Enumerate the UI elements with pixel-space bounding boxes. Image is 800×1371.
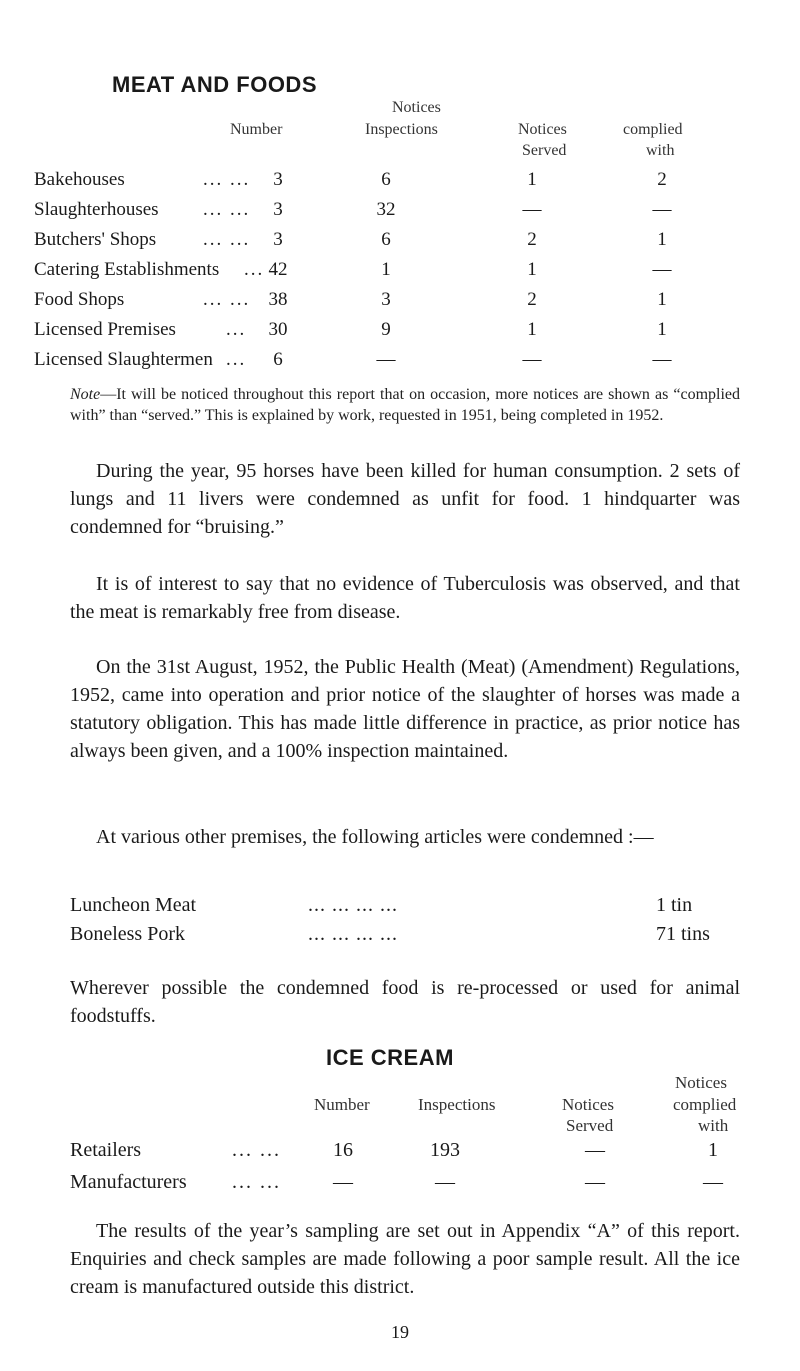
meat-col-complied-line2: complied — [623, 121, 683, 138]
cell-number: 3 — [273, 229, 283, 250]
cell-inspections: 3 — [381, 289, 391, 310]
article-quantity: 1 tin — [656, 894, 693, 916]
meat-col-complied-line3: with — [646, 142, 675, 159]
cell-complied: 2 — [657, 169, 667, 190]
cell-inspections: 6 — [381, 169, 391, 190]
article-quantity: 71 tins — [656, 923, 710, 945]
meat-and-foods-heading: MEAT AND FOODS — [112, 72, 317, 97]
note-label: Note — [70, 386, 101, 403]
cell-inspections: 6 — [381, 229, 391, 250]
meat-col-served-line2: Served — [522, 142, 567, 159]
row-label: Retailers — [70, 1139, 142, 1161]
cell-inspections: — — [435, 1171, 455, 1193]
meat-row — [0, 256, 800, 284]
condemned-article — [70, 920, 740, 948]
results-paragraph: The results of the year’s sampling are set out in Appendix “A” of this report. Enquiries and check samples are made following a poor sample result. All the ice cream is manufactured outside this district. — [70, 1220, 740, 1298]
premises-paragraph: At various other premises, the following articles were condemned :— — [96, 826, 654, 848]
cell-served: 1 — [527, 259, 537, 280]
cell-complied: — — [703, 1171, 723, 1193]
article-name: Luncheon Meat — [70, 894, 197, 916]
row-label: Slaughterhouses — [34, 199, 159, 220]
cell-number: 42 — [268, 259, 288, 280]
meat-row — [0, 226, 800, 254]
row-label: Butchers' Shops — [34, 229, 157, 250]
leader-dots: ... ... ... ... — [308, 894, 398, 916]
article-name: Boneless Pork — [70, 923, 185, 945]
row-label: Licensed Premises — [34, 319, 176, 340]
cell-inspections: 193 — [430, 1139, 460, 1161]
cell-number: 38 — [268, 289, 288, 310]
ice-col-complied-line1: Notices — [675, 1073, 727, 1092]
ice-col-number: Number — [314, 1095, 370, 1114]
cell-number: 3 — [273, 199, 283, 220]
meat-row — [0, 166, 800, 194]
cell-complied: 1 — [708, 1139, 718, 1161]
meat-row — [0, 196, 800, 224]
row-label: Catering Establishments — [34, 259, 220, 280]
cell-number: 30 — [268, 319, 288, 340]
cell-complied: 1 — [657, 289, 667, 310]
cell-complied: — — [652, 259, 672, 280]
ice-col-inspections: Inspections — [418, 1095, 496, 1114]
leader-dots: ... ... ... ... — [308, 923, 398, 945]
cell-number: 6 — [273, 349, 283, 370]
cell-served: 1 — [527, 169, 537, 190]
cell-inspections: 9 — [381, 319, 391, 340]
ice-col-served-line1: Notices — [562, 1095, 614, 1114]
cell-inspections: 1 — [381, 259, 391, 280]
meat-col-served-line1: Notices — [518, 121, 567, 138]
cell-number: 3 — [273, 169, 283, 190]
table-note — [70, 384, 740, 426]
cell-complied: 1 — [657, 319, 667, 340]
cell-complied: 1 — [657, 229, 667, 250]
leader-dots: ... ... — [203, 199, 251, 220]
meat-col-number: Number — [230, 121, 283, 138]
note-text: —It will be noticed throughout this report that on occasion, more notices are shown as “complied with” than “served.” This is explained by work, requested in 1951, being completed in 1952. — [70, 386, 740, 424]
cell-served: — — [585, 1171, 605, 1193]
ice-col-complied-line2: complied — [673, 1095, 737, 1114]
cell-complied: — — [652, 349, 672, 370]
cell-number: — — [333, 1171, 353, 1193]
meat-col-complied-line1: Notices — [392, 99, 441, 116]
ice-cream-heading: ICE CREAM — [326, 1045, 454, 1070]
cell-served: — — [585, 1139, 605, 1161]
row-label: Bakehouses — [34, 169, 125, 190]
cell-served: — — [522, 349, 542, 370]
row-label: Licensed Slaughtermen — [34, 349, 213, 370]
cell-inspections: 32 — [376, 199, 396, 220]
ice-cream-row — [0, 1136, 800, 1164]
cell-number: 16 — [333, 1139, 353, 1161]
leader-dots: ... ... — [203, 229, 251, 250]
leader-dots: ... — [226, 349, 247, 370]
leader-dots: ... ... — [232, 1139, 281, 1161]
cell-served: 2 — [527, 229, 537, 250]
condemned-article — [70, 891, 740, 919]
meat-col-inspections: Inspections — [365, 121, 438, 138]
leader-dots: ... ... — [203, 289, 251, 310]
leader-dots: ... — [244, 259, 265, 280]
ice-col-complied-line3: with — [698, 1116, 729, 1135]
row-label: Manufacturers — [70, 1171, 187, 1193]
meat-row — [0, 346, 800, 374]
horses-paragraph: During the year, 95 horses have been killed for human consumption. 2 sets of lungs and 11 livers were condemned as unfit for food. 1 hindquarter was condemned for “bruising.” — [70, 460, 740, 538]
cell-complied: — — [652, 199, 672, 220]
cell-served: — — [522, 199, 542, 220]
meat-row — [0, 316, 800, 344]
meat-row — [0, 286, 800, 314]
cell-served: 2 — [527, 289, 537, 310]
page-number: 19 — [391, 1322, 409, 1342]
leader-dots: ... ... — [203, 169, 251, 190]
reprocessed-paragraph: Wherever possible the condemned food is re-processed or used for animal foodstuffs. — [70, 977, 740, 1027]
ice-col-served-line2: Served — [566, 1116, 614, 1135]
row-label: Food Shops — [34, 289, 125, 310]
ice-cream-row — [0, 1168, 800, 1196]
leader-dots: ... — [226, 319, 247, 340]
cell-inspections: — — [376, 349, 396, 370]
cell-served: 1 — [527, 319, 537, 340]
leader-dots: ... ... — [232, 1171, 281, 1193]
tuberculosis-paragraph: It is of interest to say that no evidence of Tuberculosis was observed, and that the meat is remarkably free from disease. — [70, 573, 740, 623]
regulations-paragraph: On the 31st August, 1952, the Public Health (Meat) (Amendment) Regulations, 1952, came into operation and prior notice of the slaughter of horses was made a statutory obligation. This has made little difference in practice, as prior notice has always been given, and a 100% inspection maintained. — [70, 656, 740, 762]
